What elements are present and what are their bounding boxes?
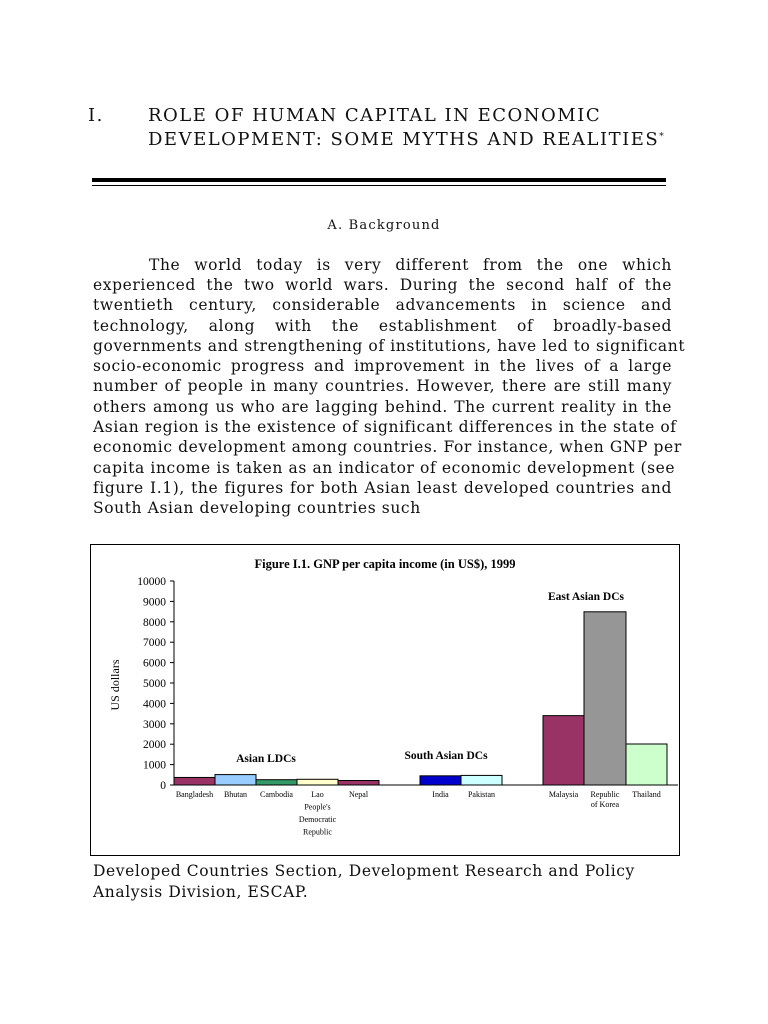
- footnote-line: Developed Countries Section, Development Research and Policy: [93, 862, 635, 880]
- bar-lao-people-s-democratic-republic: [297, 779, 338, 785]
- y-tick-label: 8000: [143, 616, 166, 629]
- chart-title: Figure I.1. GNP per capita income (in US$), 1999: [254, 557, 516, 571]
- bar-bhutan: [215, 775, 256, 785]
- x-tick-label: Malaysia: [548, 790, 579, 799]
- paragraph-line: twentieth century, considerable advancements in science and: [93, 296, 672, 314]
- y-tick-label: 10000: [137, 576, 166, 588]
- y-tick-label: 9000: [143, 596, 166, 609]
- chapter-number: I.: [88, 105, 104, 126]
- heading-rule-thin: [92, 185, 666, 186]
- paragraph-line: figure I.1), the figures for both Asian least developed countries and: [93, 479, 672, 497]
- y-tick-label: 5000: [143, 678, 166, 690]
- group-label: South Asian DCs: [404, 750, 488, 762]
- paragraph-line: capita income is taken as an indicator of economic development (see: [93, 459, 676, 477]
- x-tick-label: Lao: [311, 790, 324, 799]
- paragraph-line: The world today is very different from the one which: [149, 256, 672, 274]
- chapter-title-line-2-text: DEVELOPMENT: SOME MYTHS AND REALITIES: [148, 129, 660, 150]
- bar-republic-of-korea: [584, 612, 626, 785]
- paragraph-line: governments and strengthening of institutions, have led to significant: [93, 337, 686, 355]
- y-tick-label: 6000: [143, 657, 166, 670]
- footnote-line: Analysis Division, ESCAP.: [93, 883, 309, 901]
- y-tick-label: 0: [160, 780, 166, 792]
- group-label: Asian LDCs: [236, 753, 296, 765]
- x-tick-label: Pakistan: [467, 790, 496, 799]
- x-tick-label: Nepal: [348, 790, 369, 799]
- section-heading: A. Background: [327, 218, 441, 233]
- x-tick-label: Cambodia: [260, 790, 293, 799]
- y-tick-label: 3000: [143, 718, 166, 731]
- x-tick-label: Bhutan: [223, 790, 248, 799]
- y-axis-label: US dollars: [108, 659, 122, 711]
- x-tick-label: Thailand: [632, 790, 661, 799]
- bar-cambodia: [256, 780, 297, 785]
- paragraph-line: economic development among countries. For instance, when GNP per: [93, 438, 682, 456]
- x-tick-label: India: [432, 790, 449, 799]
- x-tick-label: Democratic: [298, 815, 337, 824]
- chapter-title-line-2: [148, 128, 664, 152]
- paragraph-line: socio-economic progress and improvement in the lives of a large: [93, 357, 672, 375]
- x-tick-label: People's: [304, 802, 331, 812]
- gnp-chart: [91, 545, 679, 855]
- bar-nepal: [338, 781, 379, 785]
- x-tick-label: Bangladesh: [175, 790, 214, 799]
- bar-malaysia: [543, 716, 584, 785]
- paragraph-line: others among us who are lagging behind. The current reality in the: [93, 398, 672, 416]
- y-tick-label: 1000: [143, 759, 166, 772]
- paragraph-line: technology, along with the establishment of broadly-based: [93, 317, 672, 335]
- bar-india: [420, 776, 461, 785]
- figure-box: [90, 544, 680, 856]
- bar-pakistan: [461, 775, 502, 785]
- y-tick-label: 7000: [143, 637, 166, 650]
- chapter-title-line-1: ROLE OF HUMAN CAPITAL IN ECONOMIC: [148, 105, 602, 126]
- bar-bangladesh: [174, 777, 215, 785]
- y-tick-label: 2000: [143, 739, 166, 752]
- y-tick-label: 4000: [143, 698, 166, 711]
- paragraph-line: experienced the two world wars. During the second half of the: [93, 276, 672, 294]
- paragraph-line: Asian region is the existence of significant differences in the state of: [93, 418, 677, 436]
- bar-thailand: [626, 744, 667, 785]
- paragraph-line: number of people in many countries. However, there are still many: [93, 377, 672, 395]
- x-tick-label: Republic: [303, 827, 332, 837]
- x-tick-label: of Korea: [590, 800, 620, 809]
- title-footnote-mark: *: [659, 132, 664, 142]
- paragraph-line: South Asian developing countries such: [93, 499, 421, 517]
- heading-rule-thick: [92, 178, 666, 182]
- group-label: East Asian DCs: [547, 591, 625, 603]
- x-tick-label: Republic: [590, 790, 620, 799]
